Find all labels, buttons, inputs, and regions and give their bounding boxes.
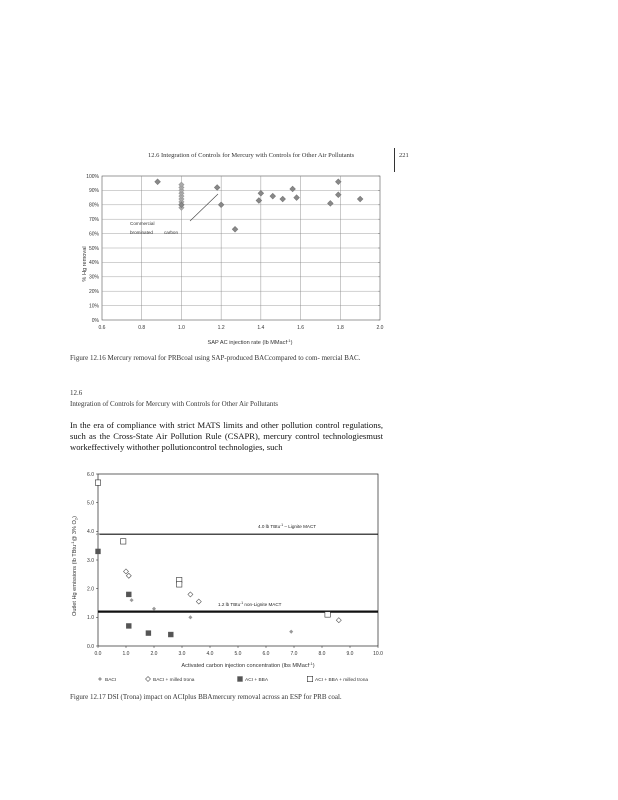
chart1-y-tick-label: 90% (88, 188, 99, 195)
page-number: 221 (399, 152, 409, 159)
data-point-filled-square (126, 624, 131, 629)
data-point-open-diamond (196, 599, 201, 604)
sap-bac-point (218, 202, 224, 208)
legend-marker-open-square (307, 676, 312, 681)
chart2-grid (96, 474, 378, 648)
legend-label: BACI + milled trona (153, 677, 195, 683)
chart1-ticks (86, 174, 383, 331)
chart2-x-tick-label: 10.0 (373, 651, 383, 657)
chart1-x-tick-label: 1.0 (177, 325, 185, 331)
chart1-points (155, 179, 363, 232)
chart2-x-tick-label: 9.0 (346, 651, 354, 657)
chart2-y-tick-label: 1.0 (87, 615, 94, 622)
figure-12-16-chart (70, 168, 390, 353)
data-point-filled-square (146, 631, 151, 636)
sap-bac-point (270, 193, 276, 199)
chart1-y-tick-label: 40% (88, 260, 99, 267)
chart1-ylabel: % Hg removal (82, 246, 88, 282)
chart2-x-tick-label: 7.0 (290, 651, 298, 657)
data-point-filled-square (126, 592, 131, 597)
chart2-x-tick-label: 5.0 (234, 651, 242, 657)
figure-12-16-caption: Figure 12.16 Mercury removal for PRBcoal using SAP-produced BACcompared to com- mercial BAC. (70, 354, 361, 362)
chart2-x-tick-label: 1.0 (122, 651, 130, 657)
data-point-small-diamond (96, 533, 99, 536)
chart2-y-tick-label: 6.0 (87, 471, 94, 478)
chart1-y-tick-label: 60% (88, 231, 99, 238)
reference-label-non-lignite (218, 601, 282, 607)
chart1-x-tick-label: 1.6 (297, 325, 305, 331)
data-point-small-diamond (290, 630, 293, 633)
chart2-x-tick-label: 3.0 (178, 651, 186, 657)
sap-bac-point (155, 179, 161, 185)
chart2-ylabel-sub: 2 (73, 517, 79, 521)
data-point-small-diamond (152, 607, 155, 610)
chart2-ylabel (70, 516, 79, 616)
sap-bac-point (258, 190, 264, 196)
data-point-filled-square (168, 632, 173, 637)
header-divider (394, 148, 395, 172)
ref-lignite-sup: -1 (280, 523, 284, 527)
annotation-line-1: Commercial (130, 221, 155, 226)
chart1-y-tick-label: 100% (86, 173, 99, 180)
legend-marker-open-diamond (146, 677, 151, 682)
sap-bac-point (328, 201, 334, 207)
sap-bac-point (294, 195, 300, 201)
sap-bac-point (232, 226, 238, 232)
ref-nonlignite-main: 1.2 lb TBtu (218, 602, 241, 607)
annotation-line-3: carbon (164, 230, 179, 235)
data-point-open-square (325, 612, 330, 617)
chart1-x-tick-label: 1.8 (336, 325, 344, 331)
chart2-xlabel-sup: -1 (309, 661, 313, 666)
chart1-y-tick-label: 0% (91, 317, 99, 324)
chart1-y-tick-label: 70% (88, 217, 99, 223)
data-point-open-square (177, 582, 182, 587)
chart1-y-tick-label: 50% (88, 245, 99, 252)
reference-label-lignite (258, 523, 316, 529)
chart1-xlabel-sup: -1 (287, 338, 291, 343)
chart2-x-tick-label: 4.0 (206, 651, 214, 657)
data-point-small-diamond (130, 599, 133, 602)
chart1-x-tick-label: 0.8 (138, 325, 146, 331)
chart2-xlabel (181, 661, 314, 669)
data-point-open-diamond (188, 592, 193, 597)
figure-12-17-caption: Figure 12.17 DSI (Trona) impact on ACIplus BBAmercury removal across an ESP for PRB coal. (70, 693, 342, 701)
legend-label: ACI + BBA + milled trona (315, 677, 369, 683)
chart1-xlabel-close: ) (290, 340, 293, 346)
chart2-ylabel-tail: @ 3% O (72, 520, 78, 542)
chart2-ticks (87, 472, 383, 657)
chart1-xlabel (208, 338, 293, 346)
chart2-ylabel-sup: -1 (70, 541, 75, 545)
ref-nonlignite-sup: -1 (240, 601, 244, 605)
data-point-open-square (121, 539, 126, 544)
body-paragraph: In the era of compliance with strict MATS limits and other pollution control regulations, such as the Cross-State Air Pollution Rule (CSAPR), mercury control technologiesmust workeffectively withother pollutioncontrol technologies, such (70, 420, 383, 452)
running-header: 12.6 Integration of Controls for Mercury with Controls for Other Air Pollutants (148, 152, 355, 159)
chart2-x-tick-label: 8.0 (318, 651, 326, 657)
data-point-small-diamond (189, 616, 192, 619)
chart1-y-tick-label: 20% (88, 289, 99, 295)
sap-bac-point (280, 196, 286, 202)
data-point-filled-square (96, 549, 101, 554)
chart2-y-tick-label: 3.0 (87, 557, 94, 564)
figure-12-17-chart (60, 466, 390, 691)
chart1-x-tick-label: 2.0 (376, 325, 384, 331)
sap-bac-point (357, 196, 363, 202)
legend-label: ACI + BBA (245, 677, 269, 683)
chart1-x-tick-label: 0.6 (98, 325, 106, 331)
annotation-line-2: brominated (130, 230, 153, 235)
annotation-arrow (190, 194, 218, 221)
chart2-y-tick-label: 2.0 (87, 586, 94, 593)
chart2-xlabel-main: Activated carbon injection concentration (lbs MMacf (181, 663, 310, 669)
chart1-y-tick-label: 80% (88, 202, 99, 209)
data-point-open-diamond (336, 618, 341, 623)
chart2-y-tick-label: 0.0 (87, 643, 94, 650)
chart2-reference-lines (98, 534, 378, 611)
sap-bac-point (290, 186, 296, 192)
chart2-xlabel-close: ) (312, 663, 315, 669)
chart2-legend (98, 676, 368, 683)
section-number: 12.6 (70, 389, 83, 397)
data-point-open-diamond (126, 573, 131, 578)
section-title: Integration of Controls for Mercury with Controls for Other Air Pollutants (70, 400, 279, 408)
chart2-x-tick-label: 0.0 (94, 651, 102, 657)
chart1-y-tick-label: 30% (88, 274, 99, 281)
chart2-y-tick-label: 4.0 (87, 529, 94, 536)
data-point-open-square (95, 480, 100, 485)
chart2-ylabel-main: Outlet Hg emissions (lb TBtu (72, 544, 78, 616)
chart2-y-tick-label: 5.0 (87, 500, 94, 507)
chart1-x-tick-label: 1.4 (257, 325, 265, 331)
chart1-xlabel-main: SAP AC injection rate (lb MMacf (207, 340, 288, 346)
legend-marker-filled-square (238, 677, 243, 682)
legend-marker-small-diamond (98, 677, 101, 680)
ref-lignite-tail: – Lignite MACT (283, 524, 317, 529)
chart1-x-tick-label: 1.2 (217, 325, 225, 331)
chart2-ylabel-close: ) (72, 516, 78, 518)
sap-bac-point (214, 185, 220, 191)
legend-label: BACI (105, 677, 117, 683)
ref-lignite-main: 4.0 lb TBtu (258, 524, 281, 529)
chart2-x-tick-label: 2.0 (150, 651, 158, 657)
chart2-points (95, 480, 341, 637)
ref-nonlignite-tail: non-Lignite MACT (243, 602, 282, 607)
data-point-open-diamond (124, 569, 129, 574)
chart1-y-tick-label: 10% (88, 303, 99, 310)
chart2-x-tick-label: 6.0 (262, 651, 270, 657)
